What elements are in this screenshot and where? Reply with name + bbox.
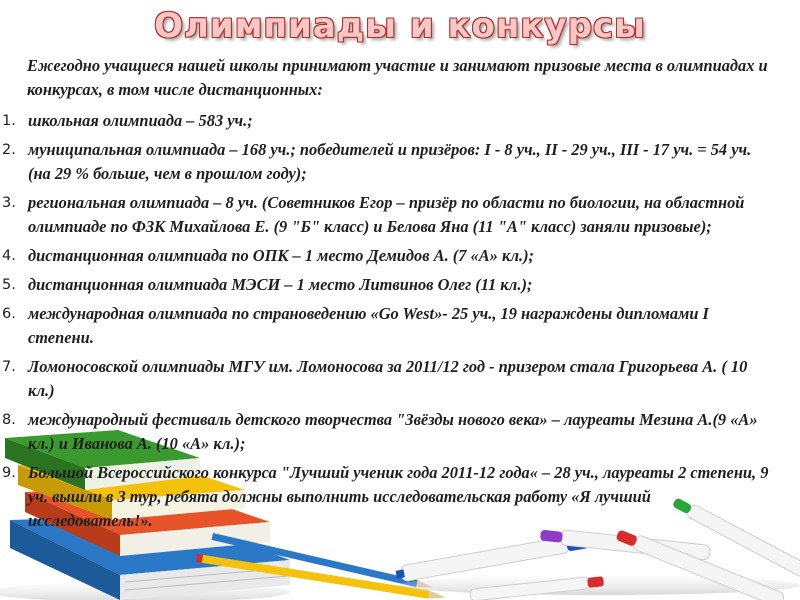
intro-paragraph: Ежегодно учащиеся нашей школы принимают участие и занимают призовые места в олимпиадах и конкурсах, в том числе дистанционных: — [27, 56, 768, 99]
list-item — [0, 244, 790, 268]
list-item — [0, 461, 790, 533]
list-item-number: 2. — [2, 142, 16, 158]
list-item-number: 1. — [2, 113, 16, 129]
list-item-text: школьная олимпиада – 583 уч.; — [28, 111, 253, 130]
list-item — [0, 302, 790, 350]
list-item-text: международный фестиваль детского творчества "Звёзды нового века» – лауреаты Мезина А.(9 «А» кл.) и Иванова А. (10 «А» кл.); — [28, 410, 758, 453]
content-block — [0, 54, 790, 538]
list-item-number: 3. — [2, 195, 16, 211]
list-item-text: муниципальная олимпиада – 168 уч.; победителей и призёров: I - 8 уч., II - 29 уч., III - 17 уч. = 54 уч. (на 29 % больше, чем в прошлом году); — [28, 140, 752, 183]
list-item-number: 6. — [2, 306, 16, 322]
list-item — [0, 273, 790, 297]
achievements-list — [0, 109, 790, 533]
list-item-number: 5. — [2, 277, 16, 293]
list-item-text: Ломоносовской олимпиады МГУ им. Ломоносова за 2011/12 год - призером стала Григорьева А. ( 10 кл.) — [28, 357, 748, 400]
list-item — [0, 109, 790, 133]
list-item — [0, 355, 790, 403]
list-item — [0, 191, 790, 239]
list-item — [0, 408, 790, 456]
list-item-number: 8. — [2, 412, 16, 428]
list-item-number: 7. — [2, 359, 16, 375]
list-item-text: региональная олимпиада – 8 уч. (Советников Егор – призёр по области по биологии, на областной олимпиаде по ФЗК Михайлова Е. (9 "Б" класс) и Белова Яна (11 "А" класс) заняли призовые); — [28, 193, 745, 236]
list-item-text: дистанционная олимпиада МЭСИ – 1 место Литвинов Олег (11 кл.); — [28, 275, 533, 294]
list-item — [0, 138, 790, 186]
list-item-text: международная олимпиада по страноведению «Go West»- 25 уч., 19 награждены дипломами I степени. — [28, 304, 709, 347]
slide-title: Олимпиады и конкурсы — [154, 6, 646, 46]
list-item-text: Большой Всероссийского конкурса "Лучший ученик года 2011-12 года« – 28 уч., лауреаты 2 степени, 9 уч. вышли в 3 тур, ребята должны выполнить исследовательская работу «Я лучший исследователь!». — [28, 463, 769, 530]
list-item-number: 4. — [2, 248, 16, 264]
list-item-text: дистанционная олимпиада по ОПК – 1 место Демидов А. (7 «А» кл.); — [28, 246, 535, 265]
list-item-number: 9. — [2, 465, 16, 481]
